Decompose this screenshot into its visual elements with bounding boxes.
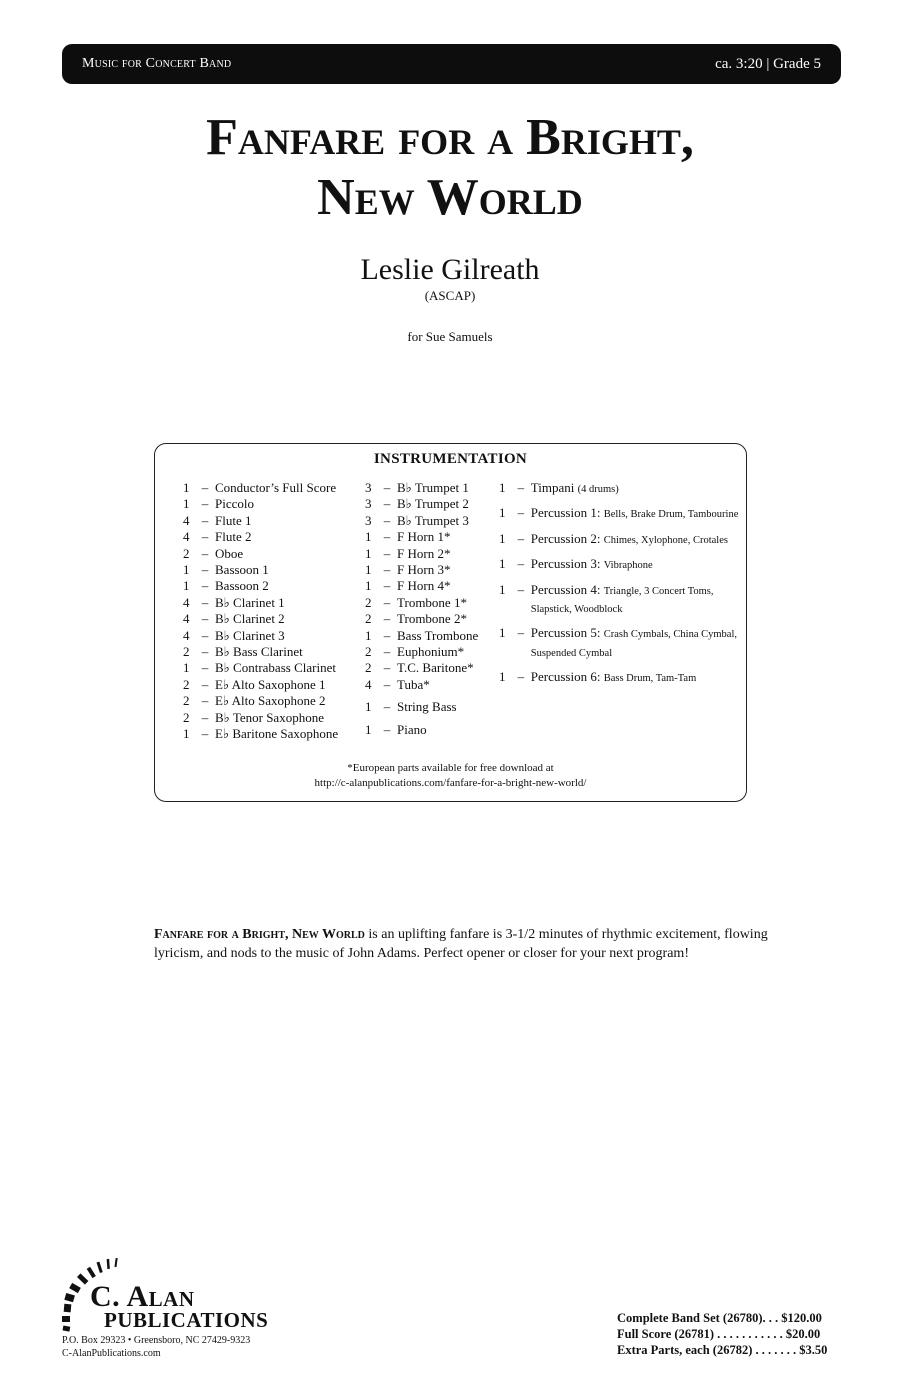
instrument-row [365,578,478,594]
instrument-row [183,660,338,676]
instrument-qty: 2 [183,693,190,709]
instrument-name [529,625,739,662]
instrument-dash: – [383,627,391,643]
instrument-row [365,595,478,611]
instrument-row [499,480,739,498]
instrument-name: B♭ Clarinet 2 [215,611,285,627]
publisher-address-block [62,1334,250,1360]
instrument-row [183,628,338,644]
instrument-row [183,562,338,578]
instrument-dash: – [383,545,391,561]
instrument-row [365,628,478,644]
dedication: for Sue Samuels [407,329,493,344]
instrument-name [529,669,739,687]
instrument-name: F Horn 2* [397,545,451,561]
instrument-name: B♭ Clarinet 1 [215,594,285,610]
instrument-qty: 2 [183,709,190,725]
instrument-row [183,513,338,529]
instrument-qty: 2 [365,660,372,676]
instrument-name: Oboe [215,545,244,561]
instrument-qty: 4 [183,594,190,610]
instrumentation-box [154,443,747,802]
european-parts-note [155,761,746,791]
instrument-dash: – [201,611,209,627]
instrument-qty: 1 [499,669,506,685]
instrument-qty: 1 [365,529,372,545]
instrument-detail: Crash Cymbals, China Cymbal, Suspended Cymbal [530,629,737,659]
instrument-qty: 1 [183,480,190,495]
instrument-dash: – [517,581,525,597]
instrument-dash: – [201,545,209,561]
instrument-qty: 1 [183,660,190,676]
instrument-dash: – [201,480,209,495]
instrument-row [499,625,739,662]
instrument-row [365,562,478,578]
instrument-row [183,546,338,562]
instrument-dash: – [383,594,391,610]
instrument-qty: 3 [365,496,372,512]
instrument-qty: 3 [365,480,372,495]
instrument-row [365,699,478,715]
instrument-name: B♭ Clarinet 3 [215,627,285,643]
instrument-qty: 4 [183,512,190,528]
instrument-detail: Bass Drum, Tam-Tam [603,673,697,685]
instrument-name: F Horn 3* [397,562,451,578]
instrument-dash: – [383,676,391,692]
instrument-row [365,513,478,529]
instrument-row [499,669,739,687]
instrument-dash: – [383,660,391,676]
instrument-dash: – [383,611,391,627]
instrument-qty: 1 [499,505,506,521]
note-text: *European parts available for free download at [347,762,554,774]
instrument-row [183,693,338,709]
instrument-dash: – [201,512,209,528]
instrument-row [183,644,338,660]
instrument-qty: 1 [499,581,506,597]
instrumentation-column-woodwinds [183,480,338,743]
instrument-label: Percussion 3: [530,556,601,572]
instrument-qty: 2 [183,545,190,561]
instrument-label: Timpani [530,480,575,495]
instrument-row [183,595,338,611]
instrument-name: E♭ Alto Saxophone 1 [215,676,326,692]
instrument-dash: – [517,556,525,572]
instrument-name: Piano [397,721,427,737]
instrument-qty: 2 [183,676,190,692]
instrument-qty: 1 [499,625,506,641]
instrument-dash: – [201,660,209,676]
instrument-name [529,582,739,619]
instrument-dash: – [201,627,209,643]
instrumentation-heading: INSTRUMENTATION [373,451,528,467]
instrument-name: B♭ Bass Clarinet [215,644,303,660]
instrument-name [529,505,739,523]
instrument-dash: – [383,699,391,715]
instrument-dash: – [383,644,391,660]
instrument-qty: 1 [365,545,372,561]
instrument-name: E♭ Baritone Saxophone [215,726,339,742]
instrument-qty: 4 [183,529,190,545]
description-text: is an uplifting fanfare is 3-1/2 minutes of rhythmic excitement, flowing lyricism, and nods to the music of John Adams. Perfect opener or closer for your next program! [154,927,768,961]
instrument-detail: Vibraphone [603,560,653,572]
instrument-qty: 1 [365,721,372,737]
instrumentation-column-brass [365,480,478,738]
instrument-qty: 1 [365,562,372,578]
composer-affiliation: (ASCAP) [424,288,476,303]
publisher-subtitle: PUBLICATIONS [104,1308,269,1332]
instrument-row [365,611,478,627]
instrument-qty: 1 [365,699,372,715]
description [154,925,794,963]
instrument-dash: – [517,669,525,685]
instrument-row [499,556,739,574]
instrument-name: Tuba* [397,676,430,692]
instrument-label: Percussion 1: [530,505,601,521]
instrument-row [499,531,739,549]
instrument-detail: Chimes, Xylophone, Crotales [603,534,728,546]
instrument-row [183,496,338,512]
instrument-name: Flute 1 [215,512,252,528]
title-line-1: Fanfare for a Bright, [206,109,694,166]
instrument-dash: – [383,578,391,594]
instrument-name: String Bass [397,699,457,715]
instrument-row [183,710,338,726]
instrument-qty: 1 [365,578,372,594]
instrument-row [499,582,739,619]
instrument-dash: – [201,644,209,660]
instrument-qty: 2 [365,611,372,627]
instrument-qty: 1 [499,556,506,572]
instrument-name: B♭ Trumpet 1 [397,480,469,495]
instrument-qty: 1 [183,562,190,578]
instrument-row [365,677,478,693]
instrument-dash: – [201,496,209,512]
instrument-name [529,531,739,549]
instrument-dash: – [201,709,209,725]
instrument-qty: 2 [365,594,372,610]
instrument-name: Piccolo [215,496,254,512]
instrument-detail: Triangle, 3 Concert Toms, Slapstick, Woodblock [530,585,714,616]
instrument-dash: – [517,505,525,521]
instrument-row [183,578,338,594]
instrument-qty: 1 [183,578,190,594]
instrument-qty: 4 [183,611,190,627]
instrument-qty: 2 [183,644,190,660]
instrument-name: B♭ Trumpet 2 [397,496,469,512]
series-label: Music for Concert Band [82,56,232,71]
pricing-list [617,1310,827,1358]
instrument-row [365,529,478,545]
instrument-name: Conductor’s Full Score [215,480,337,495]
instrument-qty: 3 [365,512,372,528]
instrument-row [183,480,338,496]
title-line-2: New World [317,169,583,226]
instrument-detail: Bells, Brake Drum, Tambourine [603,509,739,521]
instrument-dash: – [383,529,391,545]
instrument-row [183,529,338,545]
instrument-qty: 1 [499,530,506,546]
instrument-name: B♭ Contrabass Clarinet [215,660,336,676]
publisher-address: P.O. Box 29323 • Greensboro, NC 27429-9323 [62,1335,251,1346]
publisher-website[interactable]: C-AlanPublications.com [62,1348,161,1359]
composer-name: Leslie Gilreath [360,253,540,286]
instrument-row [365,660,478,676]
instrument-dash: – [201,693,209,709]
instrument-qty: 4 [183,627,190,643]
price-row: Full Score (26781) . . . . . . . . . . . $20.00 [617,1327,821,1341]
publisher-name: C. Alan [90,1280,195,1313]
instrument-name [529,480,739,498]
instrument-qty: 4 [365,676,372,692]
description-title: Fanfare for a Bright, New World [154,927,365,942]
page-title [0,108,900,228]
instrument-name: Bassoon 1 [215,562,269,578]
instrument-name: Flute 2 [215,529,252,545]
instrument-dash: – [201,726,209,742]
instrument-row [365,496,478,512]
instrument-row [183,611,338,627]
price-row: Complete Band Set (26780). . . $120.00 [617,1311,822,1325]
instrument-name: F Horn 4* [397,578,451,594]
instrument-dash: – [383,721,391,737]
instrument-name: T.C. Baritone* [397,660,474,676]
instrument-dash: – [201,529,209,545]
instrument-name: Trombone 2* [397,611,467,627]
instrument-name: Euphonium* [397,644,465,660]
header-bar [62,44,841,84]
instrument-label: Percussion 5: [530,625,601,641]
instrument-row [183,726,338,742]
instrument-dash: – [201,676,209,692]
instrument-name: E♭ Alto Saxophone 2 [215,693,326,709]
instrument-dash: – [201,578,209,594]
instrument-qty: 2 [365,644,372,660]
instrumentation-column-percussion [499,480,739,695]
instrument-label: Percussion 4: [530,581,601,597]
instrument-detail: (4 drums) [577,484,619,495]
instrument-dash: – [517,530,525,546]
instrument-dash: – [517,625,525,641]
instrument-row [183,677,338,693]
duration-grade: ca. 3:20 | Grade 5 [715,55,821,72]
instrument-row [365,722,478,738]
instrument-qty: 1 [183,726,190,742]
download-link[interactable]: http://c-alanpublications.com/fanfare-for-a-bright-new-world/ [314,777,587,789]
instrument-dash: – [383,480,391,495]
instrument-row [365,480,478,496]
instrument-qty: 1 [499,480,506,495]
instrument-name: F Horn 1* [397,529,451,545]
instrument-row [365,546,478,562]
instrument-row [365,644,478,660]
instrument-dash: – [201,594,209,610]
instrument-label: Percussion 2: [530,530,601,546]
instrument-dash: – [383,496,391,512]
instrument-name: Trombone 1* [397,594,467,610]
instrument-dash: – [383,562,391,578]
instrument-name: B♭ Tenor Saxophone [215,709,324,725]
instrument-dash: – [201,562,209,578]
instrument-dash: – [517,480,525,495]
instrument-dash: – [383,512,391,528]
instrument-name: Bass Trombone [397,627,479,643]
publisher-logo-block [60,1258,320,1378]
instrument-name [529,556,739,574]
instrument-name: Bassoon 2 [215,578,269,594]
price-row: Extra Parts, each (26782) . . . . . . . $3.50 [617,1343,828,1357]
instrument-qty: 1 [365,627,372,643]
instrument-label: Percussion 6: [530,669,601,685]
instrument-qty: 1 [183,496,190,512]
instrument-name: B♭ Trumpet 3 [397,512,469,528]
instrument-row [499,505,739,523]
